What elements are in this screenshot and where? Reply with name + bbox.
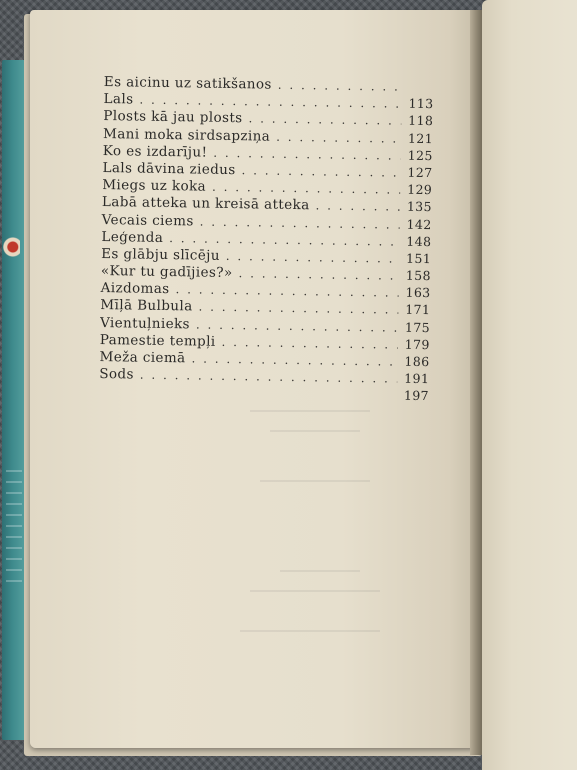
toc-leader-dots [169,231,399,249]
toc-entry-page: 148 [406,233,432,249]
toc-entry-page: 127 [407,164,433,181]
toc-leader-dots [226,249,399,266]
right-page [482,0,577,770]
toc-leader-dots [200,214,400,231]
toc-leader-dots [315,199,400,214]
cover-illustration-fragment [2,236,20,258]
toc-entry-title: Mani moka sirdsapziņa [102,125,271,145]
toc-leader-dots [248,112,401,128]
toc-entry-title: Mīļā Bulbula [100,297,193,315]
toc-entry-page: 158 [405,267,431,284]
toc-entry-page: 191 [404,370,430,387]
toc-leader-dots [221,335,397,352]
toc-entry-page: 113 [408,95,434,112]
toc-entry-title: Sods [99,366,134,383]
toc-entry-title: Ko es izdarīju! [102,142,208,161]
toc-leader-dots [212,180,400,197]
toc-leader-dots [196,317,398,334]
toc-entry-page: 186 [404,353,430,370]
toc-leader-dots [238,266,399,283]
toc-leader-dots [213,145,401,162]
toc-entry-title: Miegs uz koka [102,177,207,195]
toc-entry-title: Pamestie tempļi [99,331,216,350]
toc-entry-page: 129 [407,181,433,198]
toc-entry-page: 121 [407,130,434,146]
toc-leader-dots [140,368,398,386]
toc-entry-title: Labā atteka un kreisā atteka [101,194,310,214]
toc-entry-title: Vientuļnieks [99,314,191,333]
toc-entry-title: Leģenda [101,228,164,246]
toc-entry-title: Meža ciemā [99,348,186,367]
toc-entry-title: Lals dāvina ziedus [102,159,236,179]
toc-leader-dots [276,129,401,145]
toc-entry-page: 151 [405,250,432,267]
toc-leader-dots [191,351,397,368]
toc-entry-page: 171 [405,302,431,318]
toc-entry-title: Vecais ciems [101,211,194,229]
toc-entry-page: 118 [408,113,434,129]
toc-leader-dots [175,282,398,300]
toc-leader-dots [139,93,401,111]
toc-entry-page: 135 [406,199,433,215]
toc-entry-page: 142 [406,216,432,232]
print-show-through [230,390,400,650]
toc-leader-dots [242,163,401,179]
toc-entry-page: 197 [403,388,430,404]
toc-entry-page: 175 [404,319,431,335]
cover-pattern [6,470,22,590]
toc-entry-title: Lals [103,91,134,108]
toc-entry-page: 125 [407,147,433,163]
toc-leader-dots [278,78,402,94]
toc-entry-title: Aizdomas [100,280,170,298]
table-of-contents [99,74,434,406]
toc-entry-title: Es glābju slīcēju [101,245,220,264]
toc-entry-page: 163 [405,285,431,301]
toc-leader-dots [198,300,398,317]
toc-entry-title: Es aicinu uz satikšanos [103,74,272,93]
toc-entry-title: «Kur tu gadījies?» [100,263,233,282]
toc-entry-page: 179 [404,336,430,352]
toc-entry-title: Plosts kā jau plosts [103,108,243,127]
